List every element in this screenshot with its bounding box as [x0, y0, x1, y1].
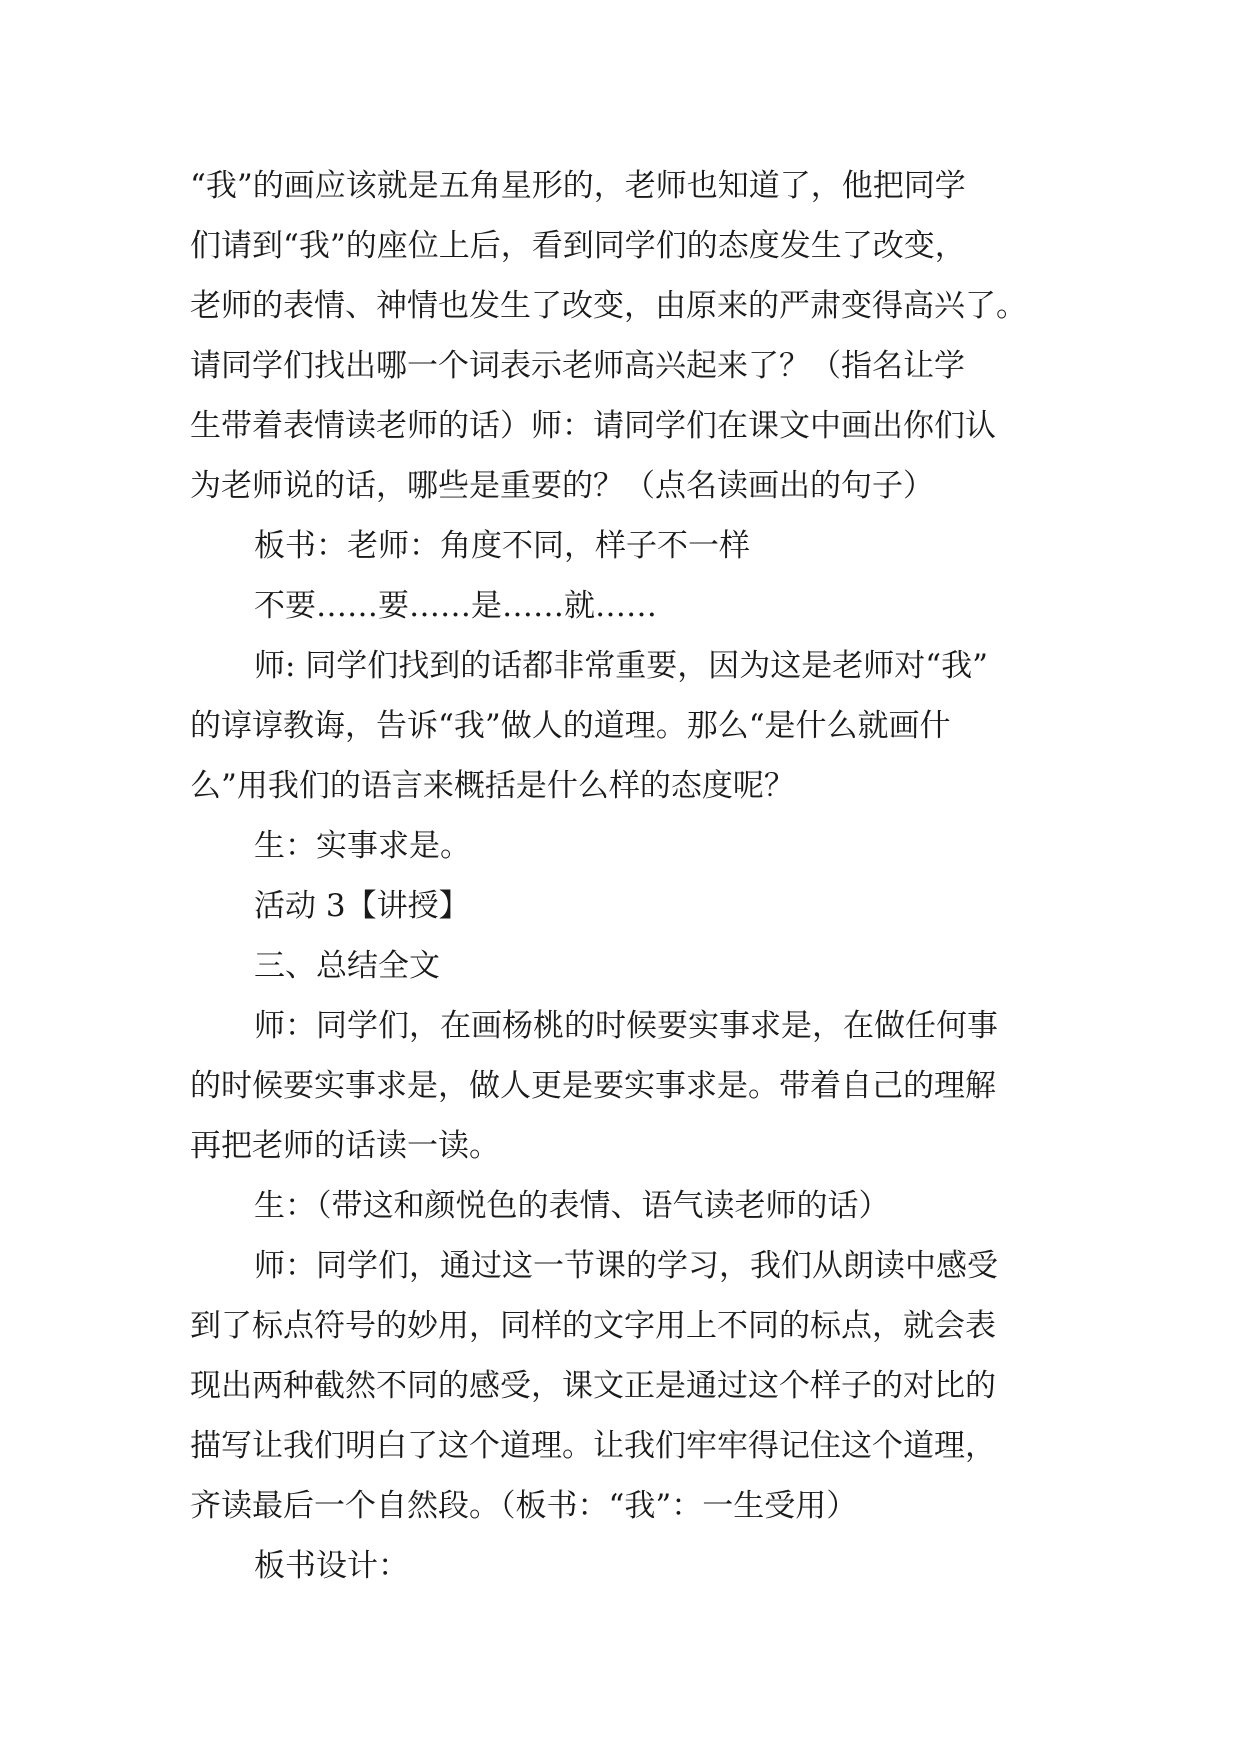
text-line: 老师的表情、神情也发生了改变，由原来的严肃变得高兴了。 — [190, 288, 1027, 324]
text-line: 再把老师的话读一读。 — [190, 1128, 500, 1164]
text-line: 描写让我们明白了这个道理。让我们牢牢得记住这个道理， — [190, 1428, 996, 1464]
text-line: 的时候要实事求是，做人更是要实事求是。带着自己的理解 — [190, 1068, 996, 1104]
activity-heading: 活动 3【讲授】 — [254, 888, 470, 924]
blackboard-note: 不要……要……是……就…… — [254, 588, 657, 624]
paragraph-start: 师：同学们，通过这一节课的学习，我们从朗读中感受 — [254, 1248, 998, 1284]
student-response: 生：（带这和颜悦色的表情、语气读老师的话） — [254, 1188, 890, 1224]
student-answer: 生：实事求是。 — [254, 828, 471, 864]
text-line: 的谆谆教诲，告诉“我”做人的道理。那么“是什么就画什 — [190, 708, 951, 744]
text-line: “我”的画应该就是五角星形的，老师也知道了，他把同学 — [190, 168, 966, 204]
document-page — [190, 156, 1070, 1596]
text-line: 齐读最后一个自然段。（板书：“我”：一生受用） — [190, 1488, 858, 1524]
text-line: 请同学们找出哪一个词表示老师高兴起来了？（指名让学 — [190, 348, 965, 384]
text-line: 生带着表情读老师的话）师：请同学们在课文中画出你们认 — [190, 408, 996, 444]
board-design-heading: 板书设计： — [254, 1548, 409, 1584]
paragraph-start: 师：同学们，在画杨桃的时候要实事求是，在做任何事 — [254, 1008, 998, 1044]
text-line: 为老师说的话，哪些是重要的？（点名读画出的句子） — [190, 468, 934, 504]
text-line: 到了标点符号的妙用，同样的文字用上不同的标点，就会表 — [190, 1308, 996, 1344]
paragraph-start: 师: 同学们找到的话都非常重要，因为这是老师对“我” — [254, 648, 988, 684]
section-heading: 三、总结全文 — [254, 948, 440, 984]
text-line: 们请到“我”的座位上后，看到同学们的态度发生了改变， — [190, 228, 966, 264]
blackboard-note: 板书：老师：角度不同，样子不一样 — [254, 528, 750, 564]
text-line: 么”用我们的语言来概括是什么样的态度呢？ — [190, 768, 795, 804]
text-line: 现出两种截然不同的感受，课文正是通过这个样子的对比的 — [190, 1368, 996, 1404]
